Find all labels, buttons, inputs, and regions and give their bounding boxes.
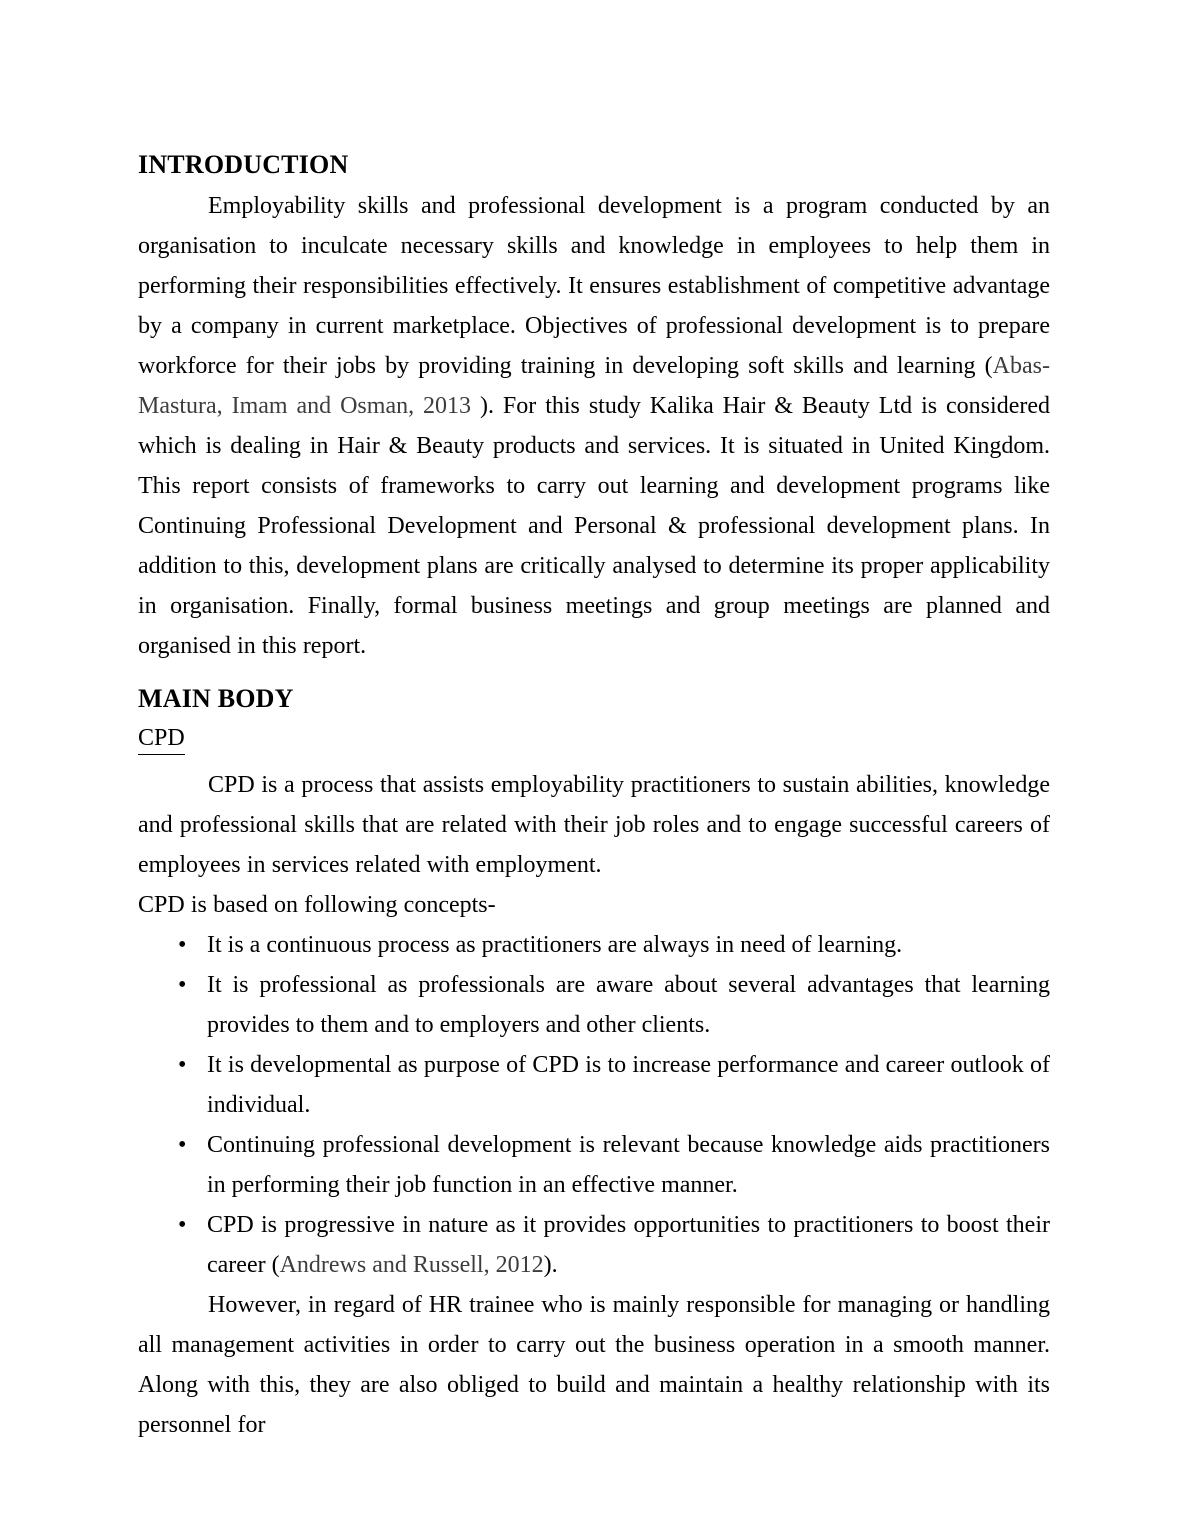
bullet-icon: • (178, 1051, 187, 1078)
subheading-cpd: CPD (138, 724, 185, 755)
list-item-text: It is developmental as purpose of CPD is to increase performance and career outlook of individual. (207, 1051, 1050, 1118)
list-item-text: It is a continuous process as practitioners are always in need of learning. (207, 931, 903, 958)
list-item (138, 925, 1050, 965)
bullet-icon: • (178, 1211, 187, 1238)
bullet-icon: • (178, 931, 187, 958)
list-item-text: It is professional as professionals are aware about several advantages that learning provides to them and to employers and other clients. (207, 971, 1050, 1038)
paragraph-cpd-concepts-lead: CPD is based on following concepts- (138, 891, 496, 918)
heading-main-body: MAIN BODY (138, 683, 294, 713)
citation-andrews-russell: Andrews and Russell, 2012 (279, 1251, 544, 1278)
document-content (138, 150, 1050, 1445)
heading-introduction: INTRODUCTION (138, 150, 349, 179)
bullet-icon: • (178, 1131, 187, 1158)
paragraph-introduction-part1: Employability skills and professional development is a program conducted by an organisation to inculcate necessary skills and knowledge in employees to help them in performing their responsibilities effectively. It ensures establishment of competitive advantage by a company in current marketplace. Objectives of professional development is to prepare workforce for their jobs by providing training in developing soft skills and learning ( (138, 192, 1050, 379)
cpd-concepts-list (138, 925, 1050, 1285)
list-item-text-tail: ). (543, 1251, 558, 1278)
list-item (138, 1045, 1050, 1125)
list-item-text: Continuing professional development is relevant because knowledge aids practitioners in performing their job function in an effective manner. (207, 1131, 1050, 1198)
bullet-icon: • (178, 971, 187, 998)
paragraph-introduction (138, 186, 1050, 666)
list-item (138, 1205, 1050, 1285)
list-item-text: CPD is progressive in nature as it provides opportunities to practitioners to boost their career ( (207, 1211, 1050, 1278)
subheading-wrapper (138, 724, 1050, 759)
citation-abas-mastura: Abas-Mastura, Imam and Osman, 2013 (138, 352, 1050, 419)
list-item (138, 1125, 1050, 1205)
paragraph-introduction-part2: ). For this study Kalika Hair & Beauty Ltd is considered which is dealing in Hair & Beauty products and services. It is situated in United Kingdom. This report consists of frameworks to carry out learning and development programs like Continuing Professional Development and Personal & professional development plans. In addition to this, development plans are critically analysed to determine its proper applicability in organisation. Finally, formal business meetings and group meetings are planned and organised in this report. (138, 392, 1050, 659)
paragraph-hr-trainee: However, in regard of HR trainee who is mainly responsible for managing or handling all management activities in order to carry out the business operation in a smooth manner. Along with this, they are also obliged to build and maintain a healthy relationship with its personnel for (138, 1291, 1050, 1438)
list-item (138, 965, 1050, 1045)
paragraph-cpd-definition: CPD is a process that assists employability practitioners to sustain abilities, knowledge and professional skills that are related with their job roles and to engage successful careers of employees in services related with employment. (138, 771, 1050, 878)
